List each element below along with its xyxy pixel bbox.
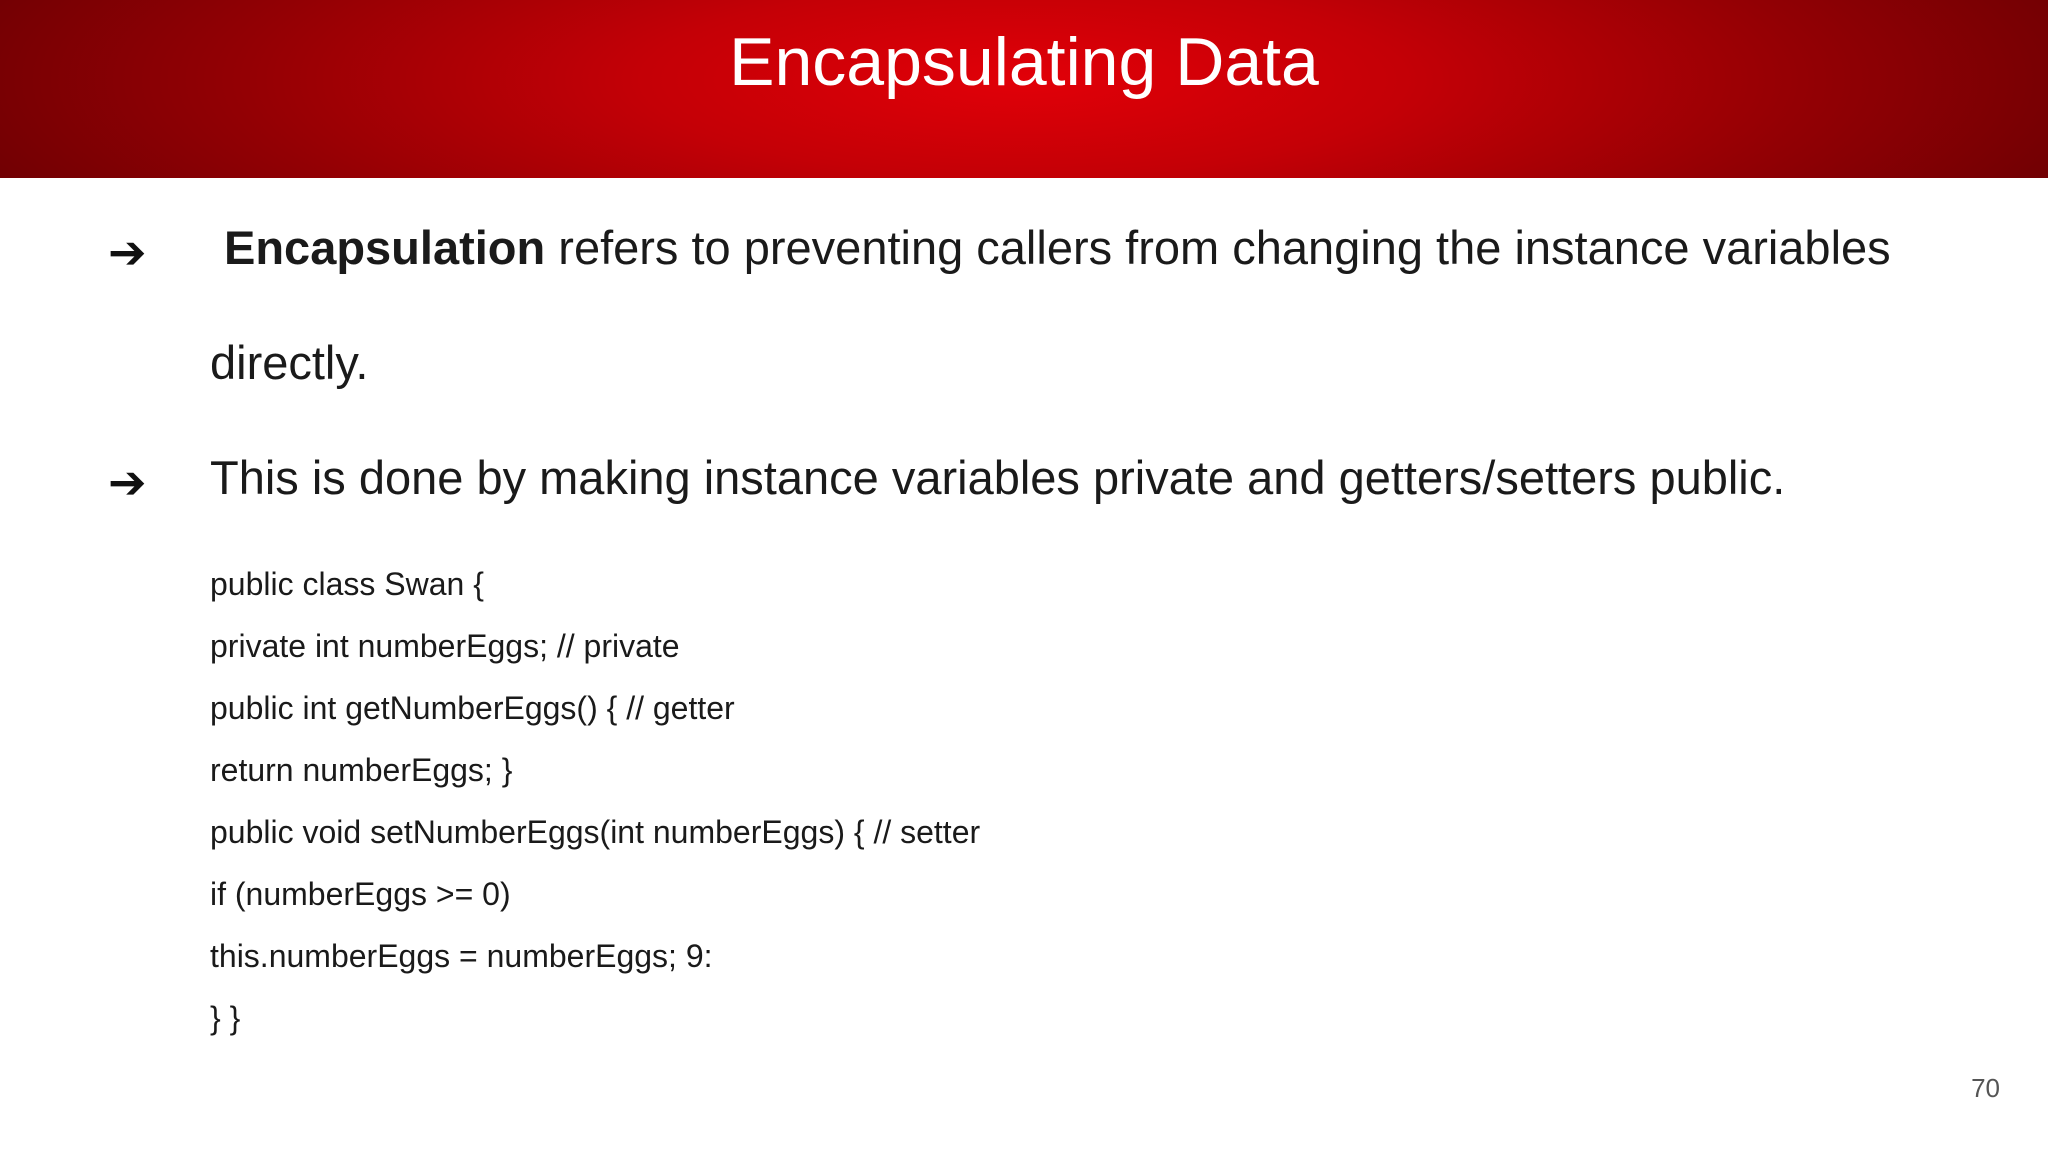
page-number: 70 [1971,1073,2000,1103]
bullet-2-text: This is done by making instance variables private and getters/setters public. [210,451,1786,504]
code-line: return numberEggs; } [210,752,513,788]
code-line: private int numberEggs; // private [210,628,680,664]
code-line: public int getNumberEggs() { // getter [210,690,735,726]
bullet-1-line-2: directly. [210,336,369,389]
bullet-1-bold-term: Encapsulation [224,221,546,274]
code-line: if (numberEggs >= 0) [210,876,511,912]
title-banner [0,0,2048,178]
code-line: } } [210,1000,241,1036]
code-line: public class Swan { [210,566,484,602]
right-arrow-icon: ➔ [108,225,147,279]
bullet-1-line-1 [210,218,1891,278]
slide-title: Encapsulating Data [729,24,1319,100]
code-line: this.numberEggs = numberEggs; 9: [210,938,713,974]
bullet-1-text: refers to preventing callers from changing the instance variables [545,221,1891,274]
code-line: public void setNumberEggs(int numberEggs) { // setter [210,814,981,850]
right-arrow-icon: ➔ [108,455,147,509]
